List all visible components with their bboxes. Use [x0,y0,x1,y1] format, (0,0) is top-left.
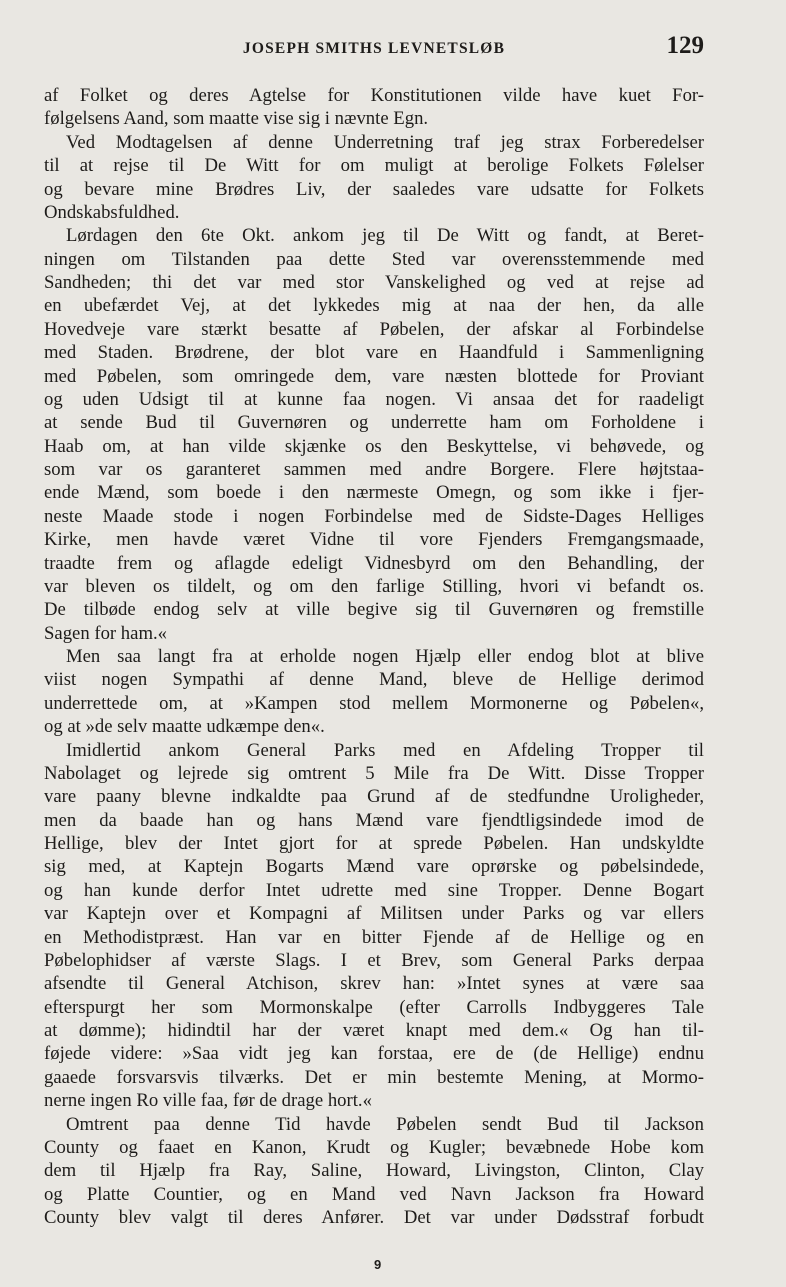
running-title: JOSEPH SMITHS LEVNETSLØB [242,40,506,57]
text-line: efterspurgt her som Mormonskalpe (efter Carrolls Indbyggeres Tale [44,996,704,1018]
page-number: 129 [666,32,704,59]
text-line: County blev valgt til deres Anfører. Det var under Dødsstraf forbudt [44,1207,704,1228]
text-line: følgelsens Aand, som maatte vise sig i nævnte Egn. [44,108,429,130]
text-line: Kirke, men havde været Vidne til vore Fjenders Fremgangsmaade, [44,529,704,551]
signature-mark: 9 [374,1257,382,1272]
text-line: og uden Udsigt til at kunne faa nogen. Vi ansaa det for raadeligt [44,388,704,410]
running-head [44,32,704,68]
text-line: Hovedveje vare stærkt besatte af Pøbelen, der afskar al Forbindelse [44,318,704,340]
text-line: sig med, at Kaptejn Bogarts Mænd vare oprørske og pøbelsindede, [44,856,704,878]
text-line: af Folket og deres Agtelse for Konstitutionen vilde have kuet For- [44,85,704,106]
text-line: Hellige, blev der Intet gjort for at sprede Pøbelen. Han undskyldte [44,833,704,854]
text-line: Ved Modtagelsen af denne Underretning traf jeg strax Forberedelser [66,131,704,153]
text-line: Pøbelophidser af værste Slags. I et Brev, som General Parks derpaa [44,949,704,971]
text-line: ningen om Tilstanden paa dette Sted var overensstemmende med [44,248,704,270]
text-line: vare paany blevne indkaldte paa Grund af de stedfundne Uroligheder, [44,786,704,808]
text-line: en ubefærdet Vej, at det lykkedes mig at naa der hen, da alle [44,295,704,317]
text-line: og bevare mine Brødres Liv, der saaledes vare udsatte for Folkets [44,178,704,200]
text-line: De tilbøde endog selv at ville begive sig til Guvernøren og fremstille [44,599,704,621]
text-line: Ondskabsfuldhed. [44,201,180,223]
text-line: og at »de selv maatte udkæmpe den«. [44,716,325,738]
text-line: traadte frem og aflagde edeligt Vidnesbyrd om den Behandling, der [44,552,704,574]
text-line: gaaede forsvarsvis tilværks. Det er min bestemte Mening, at Mormo- [44,1066,704,1088]
text-line: en Methodistpræst. Han var en bitter Fjende af de Hellige og en [44,926,704,948]
text-line: at dømme); hidindtil har der været knapt med dem.« Og han til- [44,1020,704,1041]
text-line: County og faaet en Kanon, Krudt og Kugler; bevæbnede Hobe kom [44,1136,704,1158]
text-line: men da baade han og hans Mænd vare fjendtligsindede imod de [44,809,704,831]
text-line: Sandheden; thi det var med stor Vanskelighed og ved at rejse ad [44,272,704,293]
text-line: Men saa langt fra at erholde nogen Hjælp eller endog blot at blive [66,646,704,667]
text-line: viist nogen Sympathi af denne Mand, bleve de Hellige derimod [44,669,704,691]
text-line: til at rejse til De Witt for om muligt at berolige Folkets Følelser [44,155,704,177]
text-line: Sagen for ham.« [44,622,167,644]
text-line: afsendte til General Atchison, skrev han: »Intet synes at være saa [44,973,704,995]
text-line: ende Mænd, som boede i den nærmeste Omegn, og som ikke i fjer- [44,482,704,504]
text-line: med Pøbelen, som omringede dem, vare næsten blottede for Proviant [44,365,704,387]
text-line: og Platte Countier, og en Mand ved Navn Jackson fra Howard [44,1183,704,1205]
text-line: med Staden. Brødrene, der blot vare en Haandfuld i Sammenligning [44,342,704,364]
text-line: føjede videre: »Saa vidt jeg kan forstaa, ere de (de Hellige) endnu [44,1043,704,1065]
text-line: som var os garanteret sammen med andre Borgere. Flere højtstaa- [44,459,704,480]
text-line: Nabolaget og lejrede sig omtrent 5 Mile fra De Witt. Disse Tropper [44,762,704,784]
text-line: Omtrent paa denne Tid havde Pøbelen sendt Bud til Jackson [66,1113,704,1135]
text-line: dem til Hjælp fra Ray, Saline, Howard, Livingston, Clinton, Clay [44,1160,704,1182]
text-line: var Kaptejn over et Kompagni af Militsen under Parks og var ellers [44,903,704,925]
text-line: var bleven os tildelt, og om den farlige Stilling, hvori vi befandt os. [44,575,704,597]
text-line: underrettede om, at »Kampen stod mellem Mormonerne og Pøbelen«, [44,692,704,714]
text-line: Imidlertid ankom General Parks med en Afdeling Tropper til [66,739,704,761]
text-line: Lørdagen den 6te Okt. ankom jeg til De Witt og fandt, at Beret- [66,225,704,247]
text-line: neste Maade stode i nogen Forbindelse med de Sidste-Dages Helliges [44,505,704,527]
text-line: Haab om, at han vilde skjænke os den Beskyttelse, vi behøvede, og [44,435,704,457]
body-text [44,84,704,1229]
text-line: nerne ingen Ro ville faa, før de drage hort.« [44,1090,372,1112]
text-line: at sende Bud til Guvernøren og underrette ham om Forholdene i [44,412,704,434]
text-line: og han kunde derfor Intet udrette med sine Tropper. Denne Bogart [44,879,704,901]
